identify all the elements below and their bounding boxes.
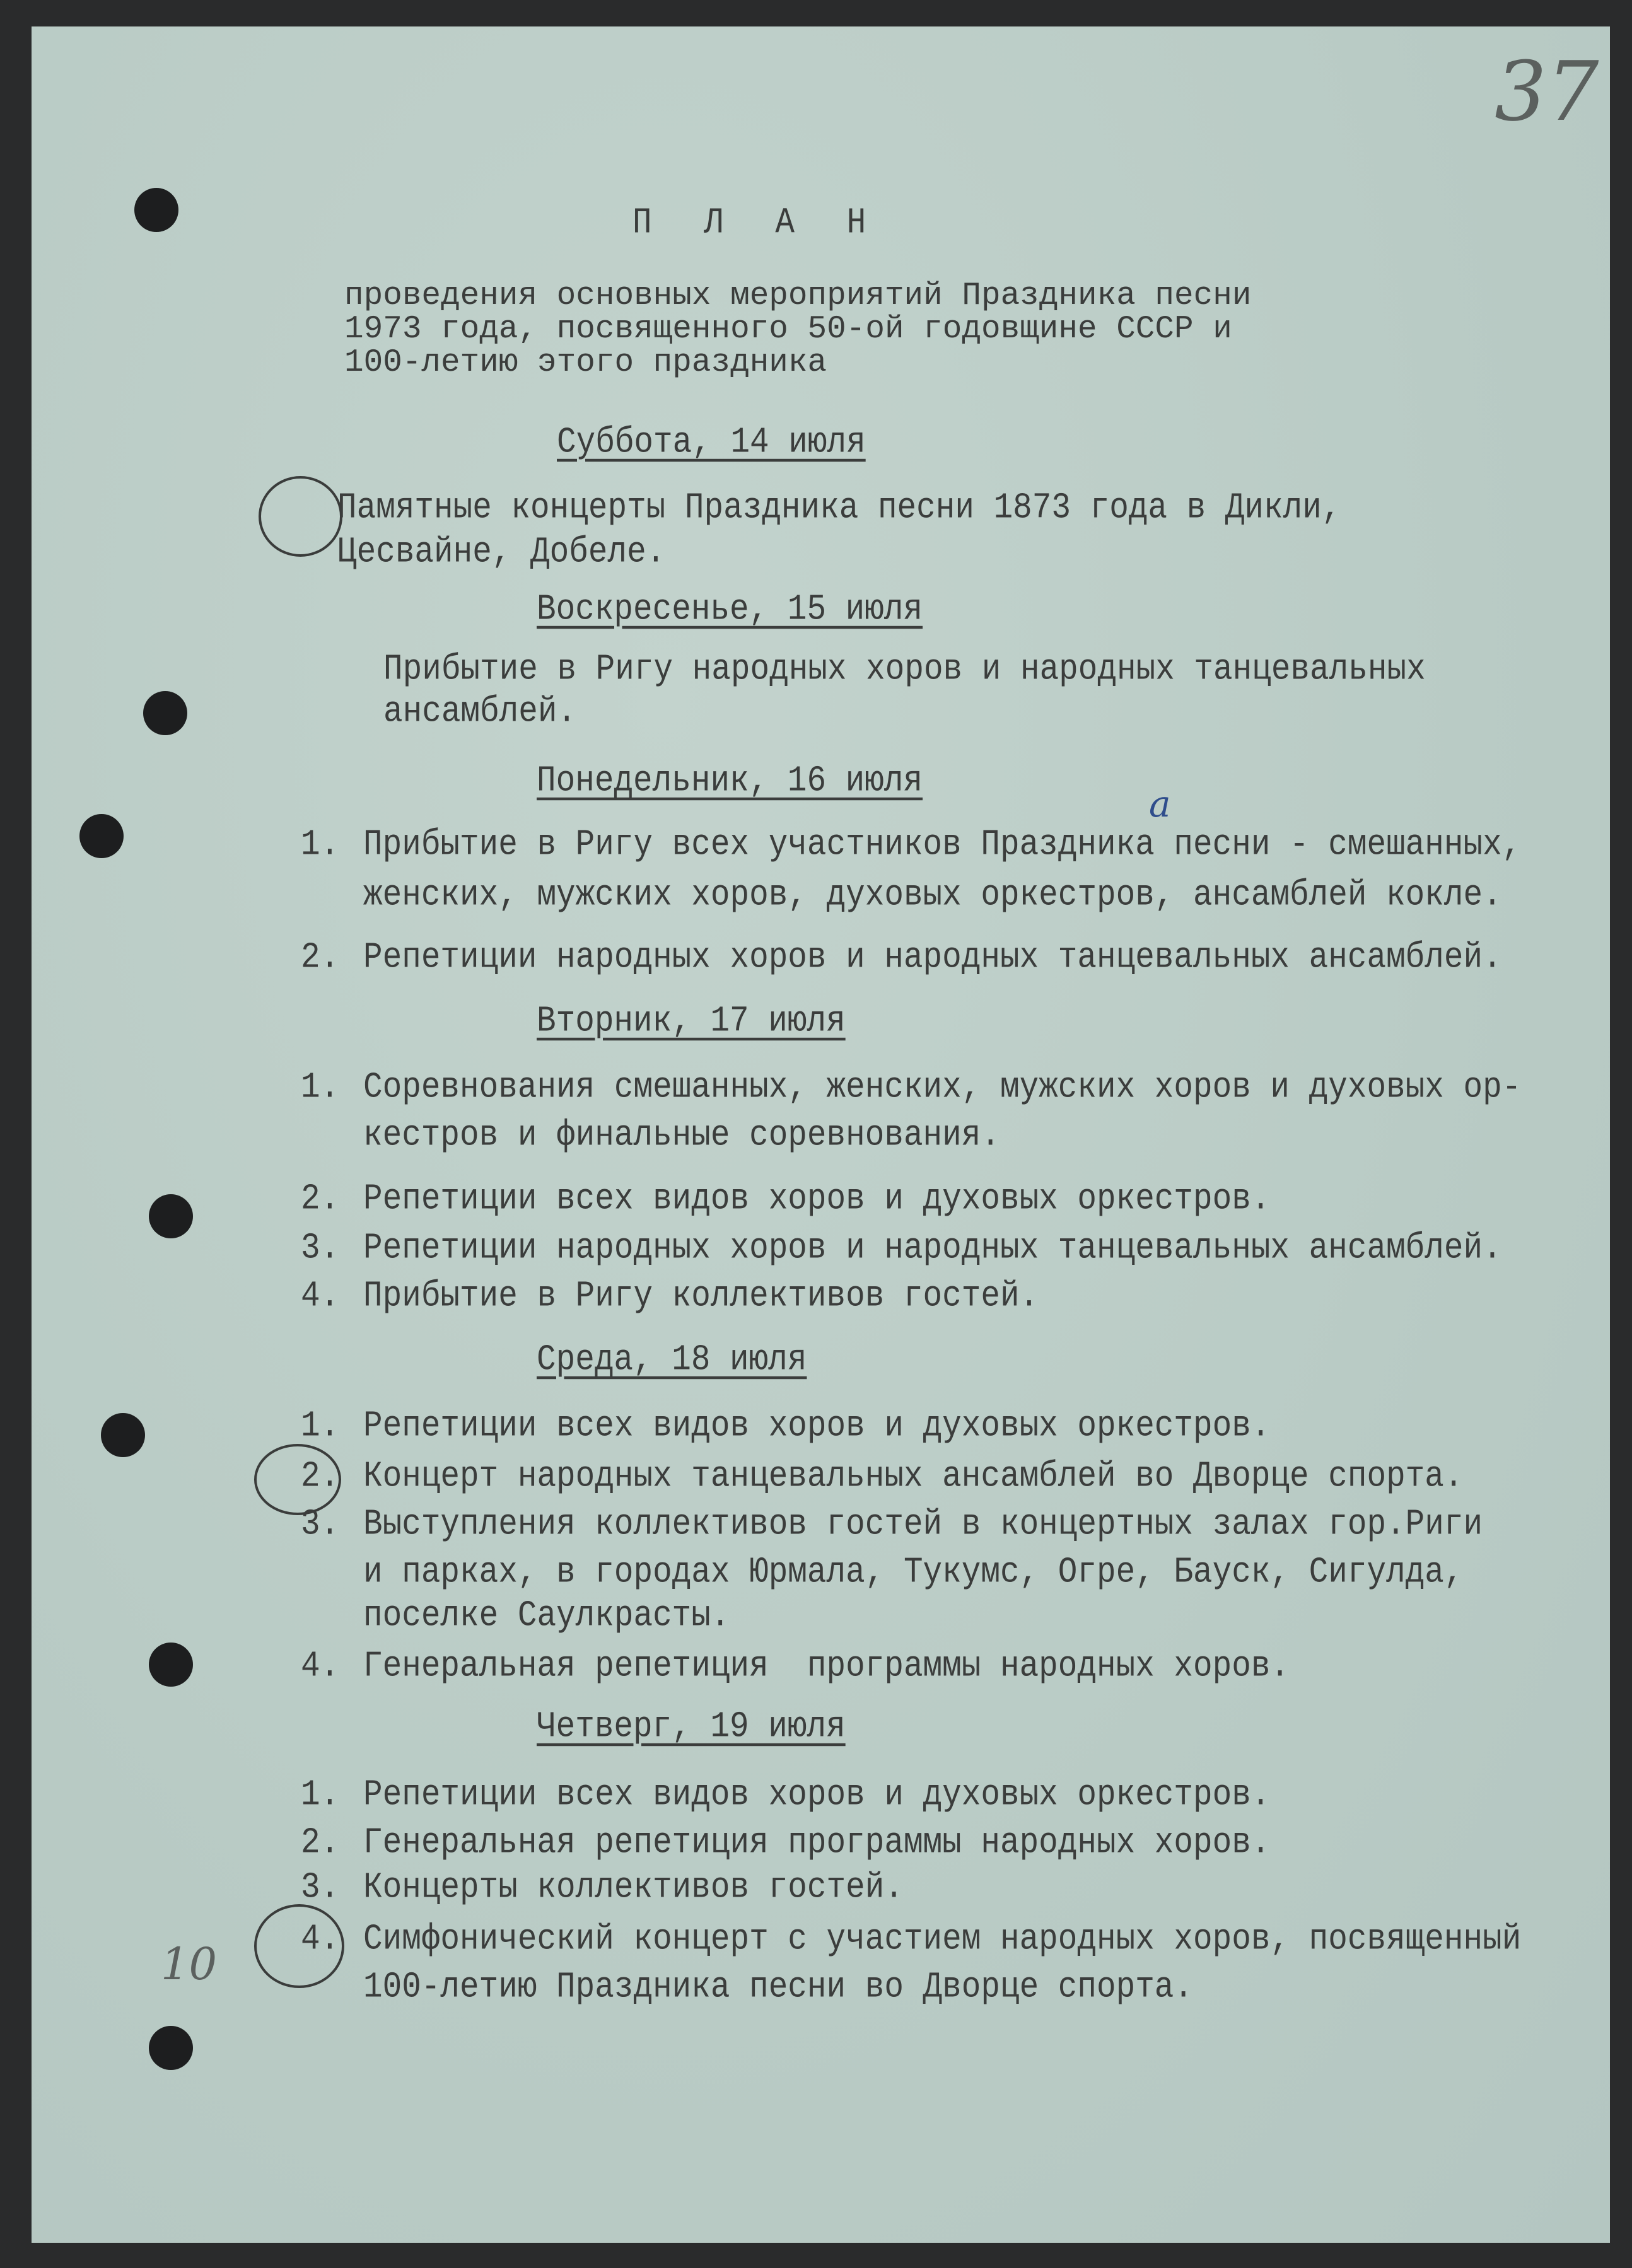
document-subtitle-line: 1973 года, посвященного 50-ой годовщине СССР и	[344, 311, 1232, 347]
item-text-line: женских, мужских хоров, духовых оркестров, ансамблей кокле.	[363, 875, 1502, 916]
item-number: 4.	[301, 1276, 340, 1317]
day-heading: Воскресенье, 15 июля	[537, 590, 923, 631]
punch-hole	[134, 188, 178, 232]
day-heading: Среда, 18 июля	[537, 1340, 807, 1381]
item-number: 2.	[301, 1457, 340, 1497]
item-text-line: Симфонический концерт с участием народных хоров, посвященный	[363, 1919, 1522, 1960]
document-subtitle-line: проведения основных мероприятий Праздника песни	[344, 278, 1252, 314]
item-text-line: Генеральная репетиция программы народных хоров.	[363, 1646, 1290, 1687]
punch-hole	[149, 1194, 193, 1238]
item-number: 1.	[301, 1775, 340, 1816]
day-heading: Суббота, 14 июля	[557, 422, 866, 463]
item-number: 3.	[301, 1228, 340, 1269]
item-text-line: 100-летию Праздника песни во Дворце спорта.	[363, 1967, 1194, 2008]
item-text-line: Прибытие в Ригу всех участников Праздника песни - смешанных,	[363, 825, 1522, 866]
punch-hole	[143, 691, 187, 735]
item-text-line: Цесвайне, Добеле.	[337, 532, 666, 573]
day-heading: Понедельник, 16 июля	[537, 761, 923, 802]
item-text-line: Репетиции народных хоров и народных танцевальных ансамблей.	[363, 938, 1502, 979]
item-text-line: Выступления коллективов гостей в концертных залах гор.Риги	[363, 1504, 1483, 1545]
item-number: 1.	[301, 1067, 340, 1108]
item-text-line: Репетиции всех видов хоров и духовых оркестров.	[363, 1179, 1271, 1220]
punch-hole	[149, 2026, 193, 2070]
item-text-line: Памятные концерты Праздника песни 1873 года в Дикли,	[337, 488, 1341, 529]
punch-hole	[79, 814, 124, 858]
item-number: 1.	[301, 825, 340, 866]
item-text-line: Репетиции всех видов хоров и духовых оркестров.	[363, 1775, 1271, 1816]
handwritten-page-number: 37	[1495, 44, 1599, 139]
item-text-line: кестров и финальные соревнования.	[363, 1115, 1000, 1156]
handwritten-circle	[259, 476, 342, 557]
handwritten-margin-note: 10	[161, 1938, 218, 1990]
item-number: 2.	[301, 1823, 340, 1864]
day-heading: Вторник, 17 июля	[537, 1001, 846, 1042]
item-text-line: поселке Саулкрасты.	[363, 1596, 730, 1637]
item-text-line: Концерты коллективов гостей.	[363, 1868, 904, 1909]
item-text-line: ансамблей.	[383, 692, 577, 733]
item-text-line: Концерт народных танцевальных ансамблей во Дворце спорта.	[363, 1457, 1464, 1497]
item-number: 4.	[301, 1919, 340, 1960]
item-text-line: Соревнования смешанных, женских, мужских хоров и духовых ор-	[363, 1067, 1522, 1108]
item-number: 4.	[301, 1646, 340, 1687]
item-text-line: Прибытие в Ригу народных хоров и народных танцевальных	[383, 649, 1426, 690]
item-number: 2.	[301, 938, 340, 979]
item-number: 3.	[301, 1504, 340, 1545]
document-title: П Л А Н	[632, 203, 883, 244]
day-heading: Четверг, 19 июля	[537, 1707, 846, 1748]
item-text-line: Генеральная репетиция программы народных хоров.	[363, 1823, 1271, 1864]
item-text-line: и парках, в городах Юрмала, Тукумс, Огре, Бауск, Сигулда,	[363, 1552, 1464, 1593]
item-number: 1.	[301, 1406, 340, 1447]
item-number: 3.	[301, 1868, 340, 1909]
handwritten-correction: a	[1149, 782, 1171, 825]
punch-hole	[101, 1413, 145, 1457]
item-text-line: Репетиции народных хоров и народных танцевальных ансамблей.	[363, 1228, 1502, 1269]
document-subtitle-line: 100-летию этого праздника	[344, 345, 827, 381]
item-text-line: Репетиции всех видов хоров и духовых оркестров.	[363, 1406, 1271, 1447]
item-number: 2.	[301, 1179, 340, 1220]
item-text-line: Прибытие в Ригу коллективов гостей.	[363, 1276, 1039, 1317]
punch-hole	[149, 1643, 193, 1687]
